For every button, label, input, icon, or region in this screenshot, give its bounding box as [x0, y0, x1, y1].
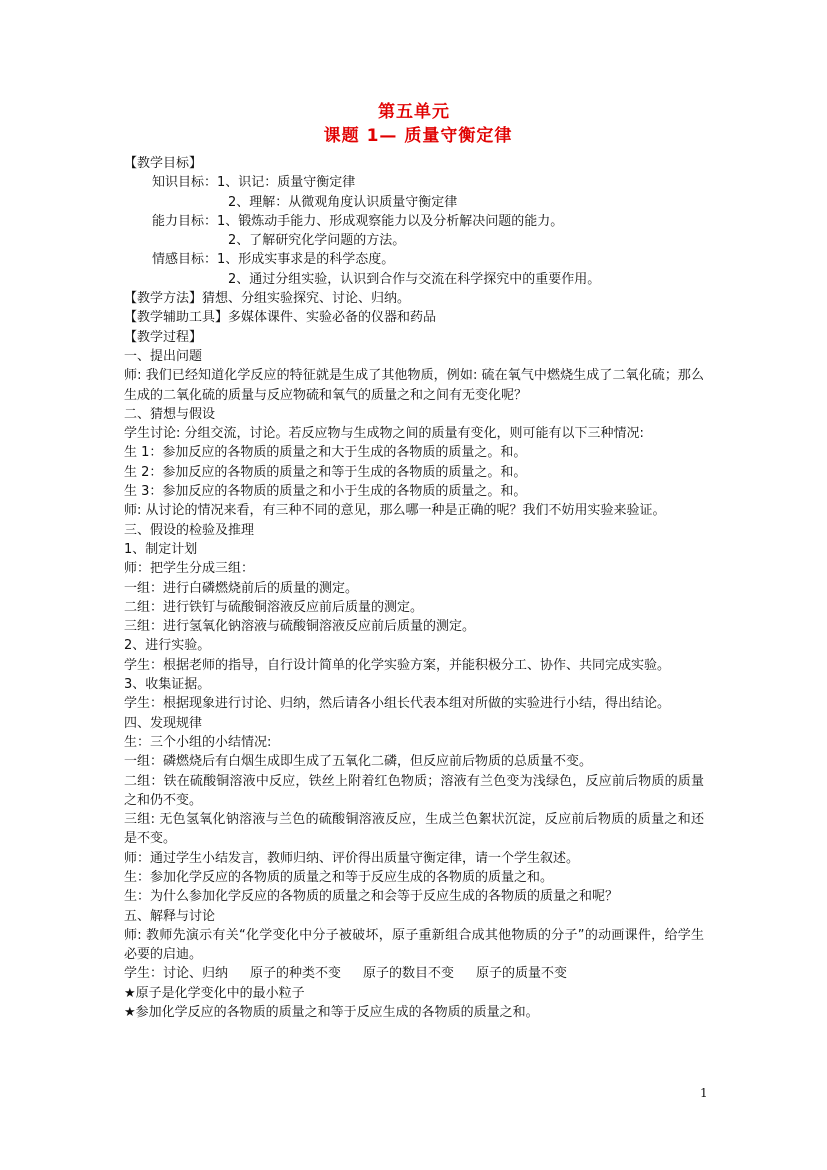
section-heading: 【教学目标】 — [124, 156, 203, 171]
lesson-title: 课题 1— 质量守衡定律 — [323, 126, 513, 146]
text-line: 生：三个小组的小结情况: — [124, 734, 272, 750]
text-line: 2、了解研究化学问题的方法。 — [228, 233, 406, 249]
text-line: 师：把学生分成三组： — [124, 561, 255, 577]
text-line: 情感目标：1、形成实事求是的科学态度。 — [152, 252, 395, 268]
paragraph: 三组: 无色氢氧化钠溶液与兰色的硫酸铜溶液反应，生成兰色絮状沉淀，反应前后物质的质量之和还是不变。 — [124, 812, 704, 847]
conclusion-item: 原子的质量不变 — [476, 966, 568, 982]
conclusion-lead: 学生：讨论、归纳 — [124, 966, 229, 982]
text-line: 一组：磷燃烧后有白烟生成即生成了五氧化二磷，但反应前后物质的总质量不变。 — [124, 754, 593, 770]
paragraph: 学生：根据老师的指导，自行设计简单的化学实验方案，并能积极分工、协作、共同完成实验。 — [124, 657, 671, 673]
subheading: 一、提出问题 — [124, 348, 203, 364]
text-line: 三组：进行氢氧化钠溶液与硫酸铜溶液反应前后质量的测定。 — [124, 619, 476, 635]
text-line: 能力目标：1、锻炼动手能力、形成观察能力以及分析解决问题的能力。 — [152, 213, 564, 229]
unit-title: 第五单元 — [378, 102, 450, 122]
text-line: 师：通过学生小结发言，教师归纳、评价得出质量守衡定律，请一个学生叙述。 — [124, 850, 580, 866]
text-line: 生：参加化学反应的各物质的质量之和等于反应生成的各物质的质量之和。 — [124, 869, 554, 885]
text-line: 学生讨论: 分组交流，讨论。若反应物与生成物之间的质量有变化，则可能有以下三种情况: — [124, 426, 644, 442]
text-line: 2、理解：从微观角度认识质量守衡定律 — [228, 194, 458, 210]
text-line: 生 3：参加反应的各物质的质量之和小于生成的各物质的质量之。和。 — [124, 484, 527, 500]
text-line: 一组：进行白磷燃烧前后的质量的测定。 — [124, 580, 359, 596]
text-line: 2、通过分组实验，认识到合作与交流在科学探究中的重要作用。 — [228, 271, 601, 287]
key-point: ★参加化学反应的各物质的质量之和等于反应生成的各物质的质量之和。 — [124, 1005, 539, 1021]
subheading: 三、假设的检验及推理 — [124, 522, 255, 538]
paragraph: 师: 从讨论的情况来看，有三种不同的意见，那么哪一种是正确的呢？我们不妨用实验来验证。 — [124, 503, 666, 519]
text-line: 知识目标：1、识记：质量守衡定律 — [152, 175, 356, 191]
conclusion-item: 原子的种类不变 — [250, 966, 342, 982]
subheading: 3、收集证据。 — [124, 677, 211, 693]
paragraph: 二组：铁在硫酸铜溶液中反应，铁丝上附着红色物质；溶液有兰色变为浅绿色，反应前后物质的质量之和仍不变。 — [124, 773, 704, 808]
text-line: 生 1：参加反应的各物质的质量之和大于生成的各物质的质量之。和。 — [124, 445, 527, 461]
subheading: 1、制定计划 — [124, 541, 198, 557]
text-line: 二组：进行铁钉与硫酸铜溶液反应前后质量的测定。 — [124, 599, 424, 615]
paragraph: 师: 教师先演示有关“化学变化中分子被破坏，原子重新组合成其他物质的分子”的动画课件，给学生必要的启迪。 — [124, 927, 704, 963]
paragraph: 学生：根据现象进行讨论、归纳，然后请各小组长代表本组对所做的实验进行小结，得出结论。 — [124, 696, 671, 712]
document-page — [124, 100, 704, 1022]
section-heading: 【教学方法】猜想、分组实验探究、讨论、归纳。 — [124, 291, 411, 307]
document-body — [124, 154, 704, 1022]
conclusion-line — [124, 964, 704, 983]
section-heading: 【教学过程】 — [124, 329, 203, 345]
key-point: ★原子是化学变化中的最小粒子 — [124, 985, 305, 1001]
page-number: 1 — [700, 1086, 708, 1100]
subheading: 二、猜想与假设 — [124, 406, 216, 422]
subheading: 四、发现规律 — [124, 715, 203, 731]
subheading: 2、进行实验。 — [124, 638, 211, 654]
section-heading: 【教学辅助工具】多媒体课件、实验必备的仪器和药品 — [124, 310, 437, 326]
conclusion-item: 原子的数目不变 — [363, 966, 455, 982]
paragraph: 师: 我们已经知道化学反应的特征就是生成了其他物质，例如: 硫在氧气中燃烧生成了二氧化硫；那么生成的二氧化硫的质量与反应物硫和氧气的质量之和之间有无变化呢？ — [124, 368, 704, 403]
subheading: 五、解释与讨论 — [124, 908, 216, 924]
text-line: 生 2：参加反应的各物质的质量之和等于生成的各物质的质量之。和。 — [124, 464, 527, 480]
text-line: 生：为什么参加化学反应的各物质的质量之和会等于反应生成的各物质的质量之和呢？ — [124, 889, 619, 905]
